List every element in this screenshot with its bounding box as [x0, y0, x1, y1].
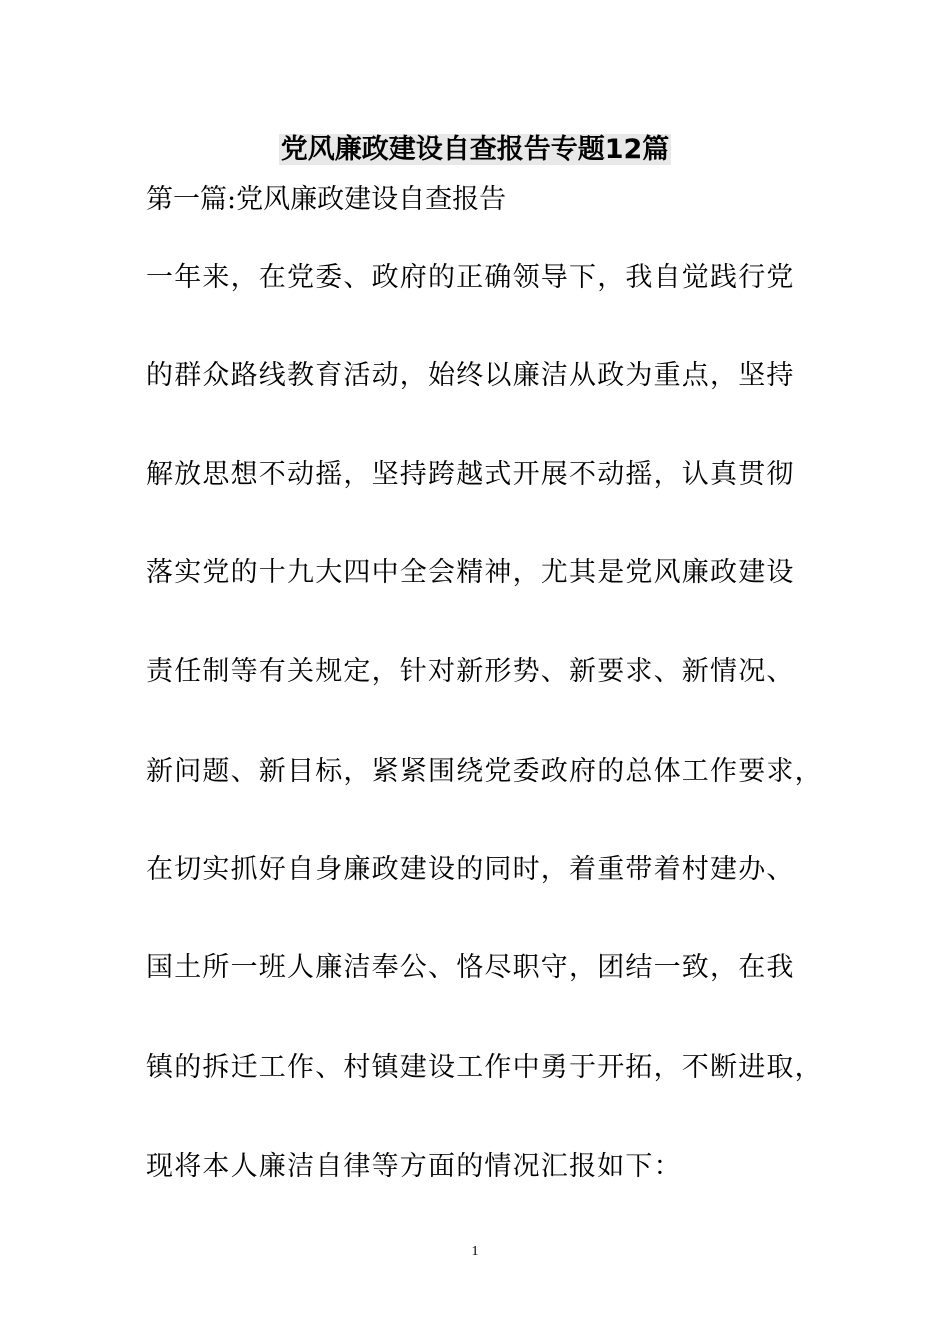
body-line: 现将本人廉洁自律等方面的情况汇报如下： [146, 1151, 682, 1182]
body-line: 责任制等有关规定，针对新形势、新要求、新情况、 [146, 656, 795, 687]
body-line: 镇的拆迁工作、村镇建设工作中勇于开拓，不断进取， [146, 1052, 823, 1083]
document-title-text: 党风廉政建设自查报告专题12篇 [280, 134, 670, 165]
section-heading: 第一篇:党风廉政建设自查报告 [146, 184, 507, 215]
document-title [0, 130, 950, 170]
body-line: 国土所一班人廉洁奉公、恪尽职守，团结一致，在我 [146, 952, 795, 983]
body-line: 落实党的十九大四中全会精神，尤其是党风廉政建设 [146, 557, 795, 588]
body-line: 新问题、新目标，紧紧围绕党委政府的总体工作要求， [146, 756, 823, 787]
page-number: 1 [471, 1244, 479, 1259]
body-line: 的群众路线教育活动，始终以廉洁从政为重点，坚持 [146, 360, 795, 391]
body-line: 一年来，在党委、政府的正确领导下，我自觉践行党 [146, 262, 795, 293]
body-line: 在切实抓好自身廉政建设的同时，着重带着村建办、 [146, 854, 795, 885]
body-line: 解放思想不动摇，坚持跨越式开展不动摇，认真贯彻 [146, 459, 795, 490]
